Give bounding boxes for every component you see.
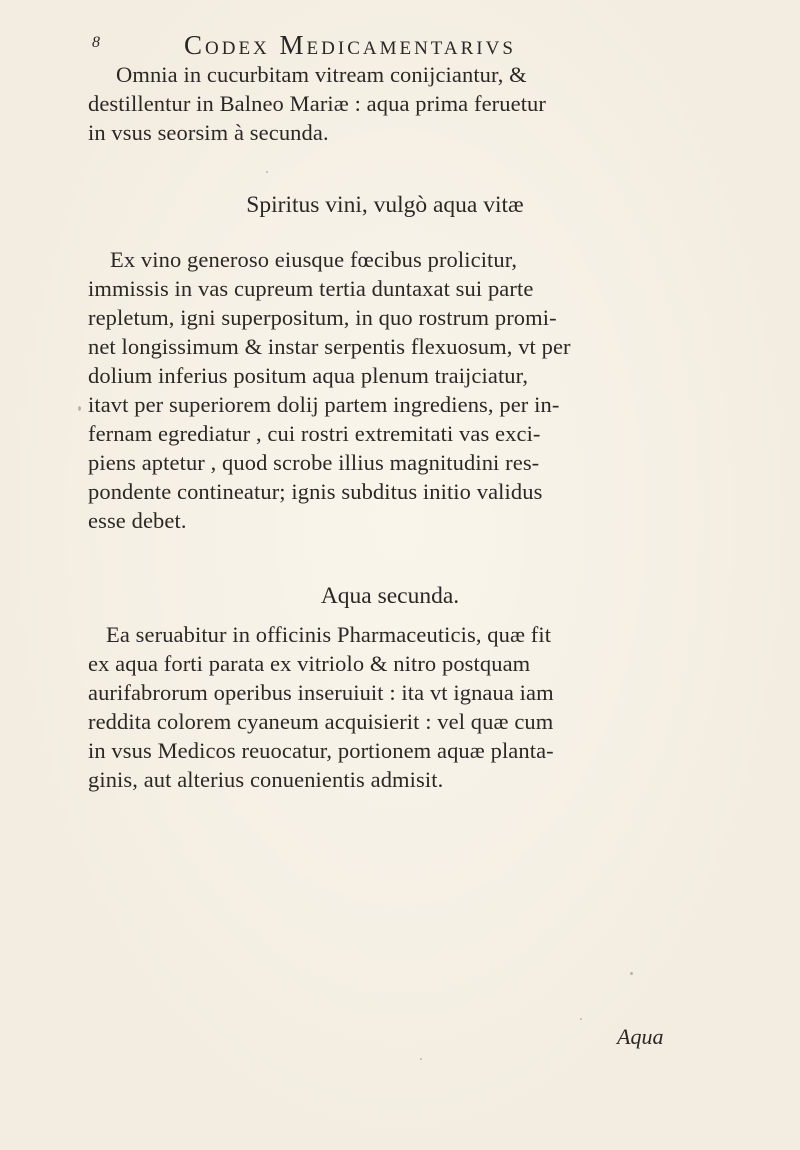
paper-speck — [420, 1058, 422, 1060]
section-heading-spiritus-vini — [0, 192, 800, 219]
text-line: reddita colorem cyaneum acquisierit : vel quæ cum — [88, 709, 554, 734]
running-title: Codex Medicamentarivs — [184, 30, 516, 60]
text-line: net longissimum & instar serpentis flexuosum, vt per — [88, 334, 571, 359]
text-line: esse debet. — [88, 508, 187, 533]
opening-paragraph — [88, 60, 720, 147]
text-line: Omnia in cucurbitam vitream conijciantur, & — [116, 62, 527, 87]
paper-speck — [630, 972, 633, 975]
text-line: aurifabrorum operibus inseruiuit : ita vt ignaua iam — [88, 680, 554, 705]
paper-speck — [266, 171, 268, 173]
catchword: Aqua — [617, 1024, 664, 1049]
text-line: piens aptetur , quod scrobe illius magnitudini res- — [88, 450, 540, 475]
text-line: fernam egrediatur , cui rostri extremitati vas exci- — [88, 421, 541, 446]
text-line: dolium inferius positum aqua plenum traijciatur, — [88, 363, 529, 388]
spiritus-vini-paragraph — [88, 245, 720, 535]
text-line: Ex vino generoso eiusque fœcibus prolicitur, — [110, 247, 518, 272]
text-line: immissis in vas cupreum tertia duntaxat sui parte — [88, 276, 534, 301]
section-heading-aqua-secunda — [0, 583, 800, 610]
paper-speck — [78, 406, 81, 411]
aqua-secunda-paragraph — [88, 620, 720, 794]
running-head — [92, 30, 692, 64]
text-line: destillentur in Balneo Mariæ : aqua prima feruetur — [88, 91, 546, 116]
page-number: 8 — [92, 34, 100, 51]
section-heading-text: Spiritus vini, vulgò aqua vitæ — [246, 192, 524, 218]
text-line: ex aqua forti parata ex vitriolo & nitro postquam — [88, 651, 531, 676]
text-line: repletum, igni superpositum, in quo rostrum promi- — [88, 305, 557, 330]
section-heading-text: Aqua secunda. — [320, 583, 460, 609]
paper-speck — [580, 1018, 582, 1020]
text-line: ginis, aut alterius conuenientis admisit. — [88, 767, 444, 792]
text-line: in vsus Medicos reuocatur, portionem aquæ planta- — [88, 738, 554, 763]
text-line: itavt per superiorem dolij partem ingrediens, per in- — [88, 392, 560, 417]
text-line: Ea seruabitur in officinis Pharmaceuticis, quæ fit — [106, 622, 552, 647]
text-line: pondente contineatur; ignis subditus initio validus — [88, 479, 543, 504]
text-line: in vsus seorsim à secunda. — [88, 120, 329, 145]
